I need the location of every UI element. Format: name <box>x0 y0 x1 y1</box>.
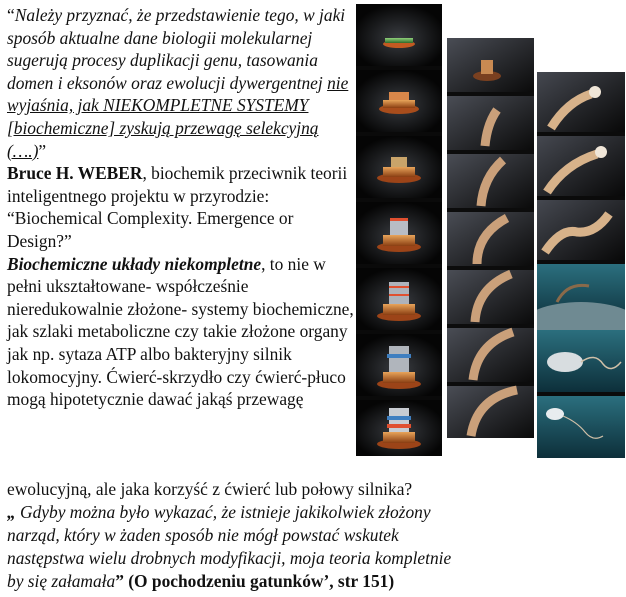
flagellum-wave-frame <box>537 200 625 260</box>
flagellum-extend-frame <box>537 136 625 196</box>
weber-quote-underlined: nie wyjaśnia, jak NIEKOMPLETNE SYSTEMY [biochemiczne] zyskują przewagę selekcyjną (….) <box>7 72 349 161</box>
flagellum-tip-frame <box>537 72 625 132</box>
filament-full-frame <box>447 386 534 438</box>
hook-assembly-frame <box>447 38 534 92</box>
weber-quote <box>7 4 359 162</box>
filament-growth-illustration <box>447 38 534 438</box>
filament-curve-frame <box>447 154 534 208</box>
darwin-quote-line-1 <box>7 501 431 524</box>
motor-column-frame <box>356 334 442 396</box>
author-name: Bruce H. WEBER <box>7 163 143 184</box>
incomplete-systems-last-line: ewolucyjną, ale jaka korzyść z ćwierć lub połowy silnika? <box>7 479 413 499</box>
author-description: , biochemik przeciwnik teorii inteligentnego projektu w przyrodzie: “Biochemical Complexity. Emergence or Design?” <box>7 163 348 251</box>
bacterium-illustration <box>537 72 625 458</box>
motor-assembly-strip <box>356 4 442 456</box>
incomplete-systems-heading: Biochemiczne układy niekompletne <box>7 253 262 274</box>
main-text-block <box>7 4 359 411</box>
quote-open-mark: “ <box>7 5 15 25</box>
filament-tall-frame <box>447 328 534 382</box>
motor-complete-frame <box>356 400 442 456</box>
motor-assembly-illustration <box>356 4 442 456</box>
motor-rotor-frame <box>356 202 442 264</box>
motor-base-frame <box>356 4 442 66</box>
darwin-quote-line-2: narząd, który w żaden sposób nie mógł powstać wskutek <box>7 525 399 545</box>
incomplete-systems-paragraph <box>7 253 359 411</box>
motor-stack-frame <box>356 136 442 198</box>
bacterium-strip <box>537 72 625 458</box>
weber-quote-text: Należy przyznać, że przedstawienie tego, w jaki sposób aktualne dane biologii molekularnej sugerują procesy duplikacji genu, tasowania domen i eksonów oraz ewolucji dywergentnej <box>7 5 346 93</box>
bacterium-whole-frame <box>537 330 625 392</box>
quote-close-mark: ” <box>38 140 47 161</box>
motor-ring-frame <box>356 70 442 132</box>
filament-growth-strip <box>447 38 534 438</box>
incomplete-systems-body: , to nie w pełni ukształtowane- współcześnie nieredukowalnie złożone- systemy biochemiczne, jak szlaki metaboliczne czy takie złożone organy jak np. sytaza ATP albo bakteryjny silnik lokomocyjny. Ćwierć-skrzydło czy ćwierć-płuco mogą hipotetycznie dawać jakąś przewagę <box>7 253 354 410</box>
darwin-last-italic: by się załamała <box>7 571 116 591</box>
author-paragraph <box>7 162 359 252</box>
darwin-open-mark: „ <box>7 502 21 522</box>
filament-short-frame <box>447 96 534 150</box>
darwin-line-1-text: Gdyby można było wykazać, że istnieje jakikolwiek złożony <box>20 502 431 522</box>
motor-tower-frame <box>356 268 442 330</box>
darwin-quote-line-4 <box>7 570 394 593</box>
filament-long-frame <box>447 270 534 324</box>
bacterium-swimming-frame <box>537 396 625 458</box>
darwin-source: ” (O pochodzeniu gatunków’, str 151) <box>115 571 395 591</box>
darwin-quote-line-3: następstwa wielu drobnych modyfikacji, moja teoria kompletnie <box>7 548 452 568</box>
filament-growing-frame <box>447 212 534 266</box>
